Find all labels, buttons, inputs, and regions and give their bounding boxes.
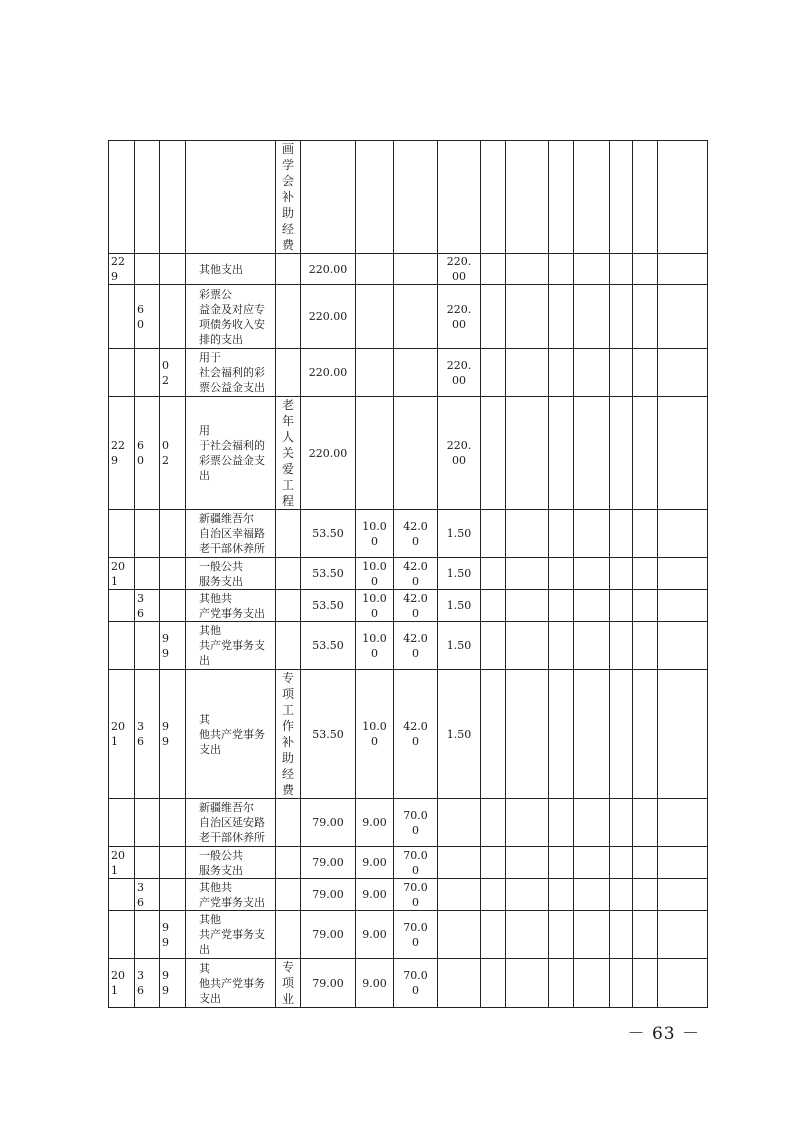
item-code-cell bbox=[160, 141, 186, 254]
table-row bbox=[109, 558, 708, 590]
amount-col-4-cell: 220. 00 bbox=[438, 254, 481, 285]
table-row bbox=[109, 141, 708, 254]
project-purpose-cell bbox=[276, 622, 301, 670]
empty-cell bbox=[506, 959, 549, 1008]
empty-cell bbox=[574, 911, 610, 959]
subject-name-cell-text: 用于 社会福利的彩 票公益金支出 bbox=[199, 351, 265, 394]
empty-cell bbox=[633, 622, 658, 670]
empty-cell bbox=[481, 285, 506, 349]
empty-cell bbox=[633, 285, 658, 349]
total-amount-cell: 79.00 bbox=[301, 959, 356, 1008]
table-row bbox=[109, 285, 708, 349]
total-amount-cell: 79.00 bbox=[301, 911, 356, 959]
subject-name-cell-text: 其他 共产党事务支 出 bbox=[199, 913, 265, 956]
empty-cell bbox=[574, 959, 610, 1008]
empty-cell bbox=[549, 847, 574, 879]
class-code-cell bbox=[109, 141, 135, 254]
empty-cell bbox=[549, 622, 574, 670]
item-code-cell: 0 2 bbox=[160, 349, 186, 397]
empty-cell bbox=[658, 397, 708, 510]
empty-cell bbox=[658, 349, 708, 397]
amount-col-3-cell bbox=[394, 141, 438, 254]
table-row bbox=[109, 622, 708, 670]
empty-cell bbox=[633, 799, 658, 847]
subject-name-cell-text: 新疆维吾尔 自治区幸福路 老干部休养所 bbox=[199, 512, 265, 555]
empty-cell bbox=[574, 879, 610, 911]
empty-cell bbox=[574, 254, 610, 285]
total-amount-cell: 220.00 bbox=[301, 254, 356, 285]
class-code-cell: 20 1 bbox=[109, 847, 135, 879]
table-row bbox=[109, 799, 708, 847]
total-amount-cell: 220.00 bbox=[301, 285, 356, 349]
amount-col-2-cell: 9.00 bbox=[356, 847, 394, 879]
amount-col-4-cell: 1.50 bbox=[438, 510, 481, 558]
amount-col-4-cell: 1.50 bbox=[438, 670, 481, 799]
total-amount-cell: 53.50 bbox=[301, 622, 356, 670]
empty-cell bbox=[481, 397, 506, 510]
amount-col-2-cell bbox=[356, 349, 394, 397]
table-row bbox=[109, 959, 708, 1008]
class-code-cell bbox=[109, 622, 135, 670]
empty-cell bbox=[633, 847, 658, 879]
class-code-cell: 22 9 bbox=[109, 397, 135, 510]
subject-name-cell bbox=[186, 285, 276, 349]
type-code-cell bbox=[135, 349, 160, 397]
empty-cell bbox=[574, 349, 610, 397]
item-code-cell bbox=[160, 285, 186, 349]
empty-cell bbox=[481, 847, 506, 879]
type-code-cell bbox=[135, 141, 160, 254]
item-code-cell: 9 9 bbox=[160, 959, 186, 1008]
class-code-cell bbox=[109, 349, 135, 397]
empty-cell bbox=[481, 254, 506, 285]
empty-cell bbox=[506, 397, 549, 510]
empty-cell bbox=[481, 799, 506, 847]
amount-col-2-cell: 9.00 bbox=[356, 879, 394, 911]
amount-col-3-cell: 42.0 0 bbox=[394, 622, 438, 670]
empty-cell bbox=[549, 510, 574, 558]
project-purpose-cell bbox=[276, 141, 301, 254]
empty-cell bbox=[658, 590, 708, 622]
empty-cell bbox=[549, 670, 574, 799]
total-amount-cell bbox=[301, 141, 356, 254]
empty-cell bbox=[506, 911, 549, 959]
total-amount-cell: 79.00 bbox=[301, 847, 356, 879]
total-amount-cell: 53.50 bbox=[301, 558, 356, 590]
empty-cell bbox=[633, 670, 658, 799]
empty-cell bbox=[658, 622, 708, 670]
empty-cell bbox=[658, 558, 708, 590]
empty-cell bbox=[481, 141, 506, 254]
empty-cell bbox=[633, 141, 658, 254]
project-purpose-cell-text: 专项工作补助经费 bbox=[281, 671, 294, 797]
subject-name-cell bbox=[186, 847, 276, 879]
empty-cell bbox=[633, 254, 658, 285]
empty-cell bbox=[549, 590, 574, 622]
project-purpose-cell-text: 老年人关爱工程 bbox=[281, 398, 294, 508]
amount-col-3-cell: 42.0 0 bbox=[394, 510, 438, 558]
empty-cell bbox=[481, 879, 506, 911]
project-purpose-cell bbox=[276, 285, 301, 349]
amount-col-4-cell: 220. 00 bbox=[438, 349, 481, 397]
amount-col-4-cell bbox=[438, 141, 481, 254]
project-purpose-cell bbox=[276, 254, 301, 285]
subject-name-cell-text: 彩票公 益金及对应专 项债务收入安 排的支出 bbox=[199, 287, 265, 346]
empty-cell bbox=[658, 285, 708, 349]
class-code-cell bbox=[109, 510, 135, 558]
total-amount-cell: 220.00 bbox=[301, 397, 356, 510]
type-code-cell: 3 6 bbox=[135, 670, 160, 799]
empty-cell bbox=[549, 911, 574, 959]
empty-cell bbox=[549, 141, 574, 254]
amount-col-2-cell: 10.0 0 bbox=[356, 670, 394, 799]
class-code-cell bbox=[109, 911, 135, 959]
type-code-cell bbox=[135, 799, 160, 847]
empty-cell bbox=[549, 558, 574, 590]
amount-col-4-cell: 1.50 bbox=[438, 622, 481, 670]
project-purpose-cell bbox=[276, 959, 301, 1008]
subject-name-cell bbox=[186, 254, 276, 285]
subject-name-cell bbox=[186, 911, 276, 959]
amount-col-3-cell: 70.0 0 bbox=[394, 879, 438, 911]
item-code-cell bbox=[160, 590, 186, 622]
table-row bbox=[109, 254, 708, 285]
empty-cell bbox=[549, 799, 574, 847]
subject-name-cell bbox=[186, 590, 276, 622]
amount-col-2-cell: 10.0 0 bbox=[356, 590, 394, 622]
amount-col-2-cell bbox=[356, 397, 394, 510]
empty-cell bbox=[506, 670, 549, 799]
item-code-cell: 9 9 bbox=[160, 622, 186, 670]
project-purpose-cell bbox=[276, 349, 301, 397]
amount-col-2-cell: 10.0 0 bbox=[356, 558, 394, 590]
project-purpose-cell-text: 专项业 bbox=[281, 960, 294, 1006]
subject-name-cell bbox=[186, 622, 276, 670]
empty-cell bbox=[610, 879, 633, 911]
empty-cell bbox=[610, 911, 633, 959]
table-row bbox=[109, 670, 708, 799]
amount-col-2-cell: 9.00 bbox=[356, 911, 394, 959]
project-purpose-cell bbox=[276, 799, 301, 847]
empty-cell bbox=[574, 670, 610, 799]
subject-name-cell-text: 一般公共 服务支出 bbox=[199, 848, 243, 877]
table-row bbox=[109, 397, 708, 510]
empty-cell bbox=[574, 141, 610, 254]
item-code-cell: 9 9 bbox=[160, 670, 186, 799]
table-row bbox=[109, 911, 708, 959]
empty-cell bbox=[506, 558, 549, 590]
table-row bbox=[109, 510, 708, 558]
item-code-cell bbox=[160, 799, 186, 847]
amount-col-2-cell: 10.0 0 bbox=[356, 622, 394, 670]
empty-cell bbox=[506, 141, 549, 254]
class-code-cell: 20 1 bbox=[109, 670, 135, 799]
amount-col-2-cell: 9.00 bbox=[356, 959, 394, 1008]
empty-cell bbox=[610, 799, 633, 847]
type-code-cell bbox=[135, 911, 160, 959]
item-code-cell: 9 9 bbox=[160, 911, 186, 959]
type-code-cell bbox=[135, 510, 160, 558]
amount-col-2-cell bbox=[356, 254, 394, 285]
type-code-cell bbox=[135, 622, 160, 670]
amount-col-4-cell bbox=[438, 959, 481, 1008]
total-amount-cell: 53.50 bbox=[301, 590, 356, 622]
subject-name-cell-text: 其 他共产党事务 支出 bbox=[199, 961, 265, 1005]
empty-cell bbox=[549, 349, 574, 397]
empty-cell bbox=[633, 590, 658, 622]
amount-col-3-cell bbox=[394, 349, 438, 397]
empty-cell bbox=[481, 510, 506, 558]
subject-name-cell-text: 其他支出 bbox=[199, 262, 243, 276]
subject-name-cell bbox=[186, 510, 276, 558]
empty-cell bbox=[610, 254, 633, 285]
type-code-cell: 6 0 bbox=[135, 397, 160, 510]
empty-cell bbox=[481, 911, 506, 959]
item-code-cell bbox=[160, 847, 186, 879]
empty-cell bbox=[633, 349, 658, 397]
empty-cell bbox=[658, 879, 708, 911]
empty-cell bbox=[610, 558, 633, 590]
empty-cell bbox=[549, 254, 574, 285]
empty-cell bbox=[610, 349, 633, 397]
empty-cell bbox=[574, 397, 610, 510]
empty-cell bbox=[574, 590, 610, 622]
item-code-cell bbox=[160, 879, 186, 911]
empty-cell bbox=[658, 510, 708, 558]
table-row bbox=[109, 349, 708, 397]
amount-col-2-cell: 9.00 bbox=[356, 799, 394, 847]
type-code-cell bbox=[135, 254, 160, 285]
empty-cell bbox=[549, 285, 574, 349]
empty-cell bbox=[549, 879, 574, 911]
item-code-cell bbox=[160, 510, 186, 558]
empty-cell bbox=[549, 959, 574, 1008]
empty-cell bbox=[633, 879, 658, 911]
empty-cell bbox=[506, 510, 549, 558]
amount-col-3-cell: 42.0 0 bbox=[394, 558, 438, 590]
project-purpose-cell bbox=[276, 397, 301, 510]
empty-cell bbox=[658, 254, 708, 285]
type-code-cell: 3 6 bbox=[135, 590, 160, 622]
empty-cell bbox=[506, 590, 549, 622]
amount-col-2-cell bbox=[356, 141, 394, 254]
class-code-cell: 20 1 bbox=[109, 959, 135, 1008]
empty-cell bbox=[610, 397, 633, 510]
empty-cell bbox=[574, 799, 610, 847]
subject-name-cell bbox=[186, 799, 276, 847]
amount-col-4-cell bbox=[438, 879, 481, 911]
empty-cell bbox=[574, 847, 610, 879]
amount-col-3-cell: 70.0 0 bbox=[394, 911, 438, 959]
empty-cell bbox=[574, 285, 610, 349]
amount-col-3-cell: 70.0 0 bbox=[394, 847, 438, 879]
project-purpose-cell-text: 画学会补助经费 bbox=[281, 142, 294, 252]
amount-col-4-cell bbox=[438, 799, 481, 847]
budget-table bbox=[108, 140, 708, 1008]
empty-cell bbox=[481, 622, 506, 670]
project-purpose-cell bbox=[276, 558, 301, 590]
project-purpose-cell bbox=[276, 670, 301, 799]
amount-col-2-cell bbox=[356, 285, 394, 349]
amount-col-3-cell bbox=[394, 254, 438, 285]
page-number: － 63 － bbox=[627, 1024, 700, 1044]
empty-cell bbox=[481, 349, 506, 397]
subject-name-cell-text: 其他共 产党事务支出 bbox=[199, 591, 265, 620]
type-code-cell: 3 6 bbox=[135, 959, 160, 1008]
subject-name-cell-text: 其 他共产党事务 支出 bbox=[199, 712, 265, 756]
table-row bbox=[109, 879, 708, 911]
empty-cell bbox=[610, 622, 633, 670]
class-code-cell bbox=[109, 799, 135, 847]
subject-name-cell-text: 一般公共 服务支出 bbox=[199, 559, 243, 588]
subject-name-cell bbox=[186, 397, 276, 510]
type-code-cell bbox=[135, 558, 160, 590]
amount-col-3-cell: 42.0 0 bbox=[394, 670, 438, 799]
total-amount-cell: 53.50 bbox=[301, 510, 356, 558]
table-body bbox=[109, 141, 708, 1008]
table-row bbox=[109, 847, 708, 879]
class-code-cell: 22 9 bbox=[109, 254, 135, 285]
empty-cell bbox=[658, 847, 708, 879]
empty-cell bbox=[481, 558, 506, 590]
class-code-cell bbox=[109, 590, 135, 622]
subject-name-cell bbox=[186, 558, 276, 590]
empty-cell bbox=[506, 847, 549, 879]
amount-col-3-cell: 70.0 0 bbox=[394, 959, 438, 1008]
empty-cell bbox=[506, 622, 549, 670]
amount-col-4-cell: 1.50 bbox=[438, 558, 481, 590]
class-code-cell bbox=[109, 879, 135, 911]
item-code-cell bbox=[160, 254, 186, 285]
project-purpose-cell bbox=[276, 590, 301, 622]
subject-name-cell-text: 新疆维吾尔 自治区延安路 老干部休养所 bbox=[199, 801, 265, 844]
empty-cell bbox=[658, 799, 708, 847]
amount-col-4-cell: 220. 00 bbox=[438, 285, 481, 349]
project-purpose-cell bbox=[276, 510, 301, 558]
amount-col-3-cell bbox=[394, 397, 438, 510]
amount-col-3-cell: 70.0 0 bbox=[394, 799, 438, 847]
amount-col-4-cell: 220. 00 bbox=[438, 397, 481, 510]
empty-cell bbox=[610, 510, 633, 558]
amount-col-4-cell: 1.50 bbox=[438, 590, 481, 622]
empty-cell bbox=[610, 670, 633, 799]
empty-cell bbox=[633, 510, 658, 558]
empty-cell bbox=[633, 911, 658, 959]
subject-name-cell bbox=[186, 959, 276, 1008]
subject-name-cell-text: 其他 共产党事务支 出 bbox=[199, 624, 265, 667]
empty-cell bbox=[574, 622, 610, 670]
empty-cell bbox=[506, 285, 549, 349]
empty-cell bbox=[506, 799, 549, 847]
amount-col-3-cell bbox=[394, 285, 438, 349]
subject-name-cell bbox=[186, 670, 276, 799]
subject-name-cell bbox=[186, 349, 276, 397]
class-code-cell: 20 1 bbox=[109, 558, 135, 590]
subject-name-cell bbox=[186, 141, 276, 254]
total-amount-cell: 53.50 bbox=[301, 670, 356, 799]
amount-col-2-cell: 10.0 0 bbox=[356, 510, 394, 558]
empty-cell bbox=[610, 959, 633, 1008]
empty-cell bbox=[633, 397, 658, 510]
amount-col-3-cell: 42.0 0 bbox=[394, 590, 438, 622]
empty-cell bbox=[610, 141, 633, 254]
amount-col-4-cell bbox=[438, 847, 481, 879]
empty-cell bbox=[658, 911, 708, 959]
empty-cell bbox=[658, 959, 708, 1008]
empty-cell bbox=[481, 590, 506, 622]
item-code-cell bbox=[160, 558, 186, 590]
empty-cell bbox=[610, 590, 633, 622]
project-purpose-cell bbox=[276, 911, 301, 959]
empty-cell bbox=[633, 959, 658, 1008]
subject-name-cell bbox=[186, 879, 276, 911]
subject-name-cell-text: 用 于社会福利的 彩票公益金支 出 bbox=[199, 424, 265, 482]
empty-cell bbox=[506, 879, 549, 911]
empty-cell bbox=[574, 510, 610, 558]
empty-cell bbox=[610, 285, 633, 349]
project-purpose-cell bbox=[276, 847, 301, 879]
empty-cell bbox=[549, 397, 574, 510]
empty-cell bbox=[506, 254, 549, 285]
empty-cell bbox=[481, 959, 506, 1008]
subject-name-cell-text: 其他共 产党事务支出 bbox=[199, 880, 265, 909]
empty-cell bbox=[574, 558, 610, 590]
empty-cell bbox=[610, 847, 633, 879]
type-code-cell: 6 0 bbox=[135, 285, 160, 349]
empty-cell bbox=[506, 349, 549, 397]
project-purpose-cell bbox=[276, 879, 301, 911]
empty-cell bbox=[658, 670, 708, 799]
type-code-cell bbox=[135, 847, 160, 879]
class-code-cell bbox=[109, 285, 135, 349]
item-code-cell: 0 2 bbox=[160, 397, 186, 510]
total-amount-cell: 79.00 bbox=[301, 879, 356, 911]
empty-cell bbox=[633, 558, 658, 590]
type-code-cell: 3 6 bbox=[135, 879, 160, 911]
total-amount-cell: 220.00 bbox=[301, 349, 356, 397]
table-row bbox=[109, 590, 708, 622]
amount-col-4-cell bbox=[438, 911, 481, 959]
total-amount-cell: 79.00 bbox=[301, 799, 356, 847]
empty-cell bbox=[658, 141, 708, 254]
empty-cell bbox=[481, 670, 506, 799]
